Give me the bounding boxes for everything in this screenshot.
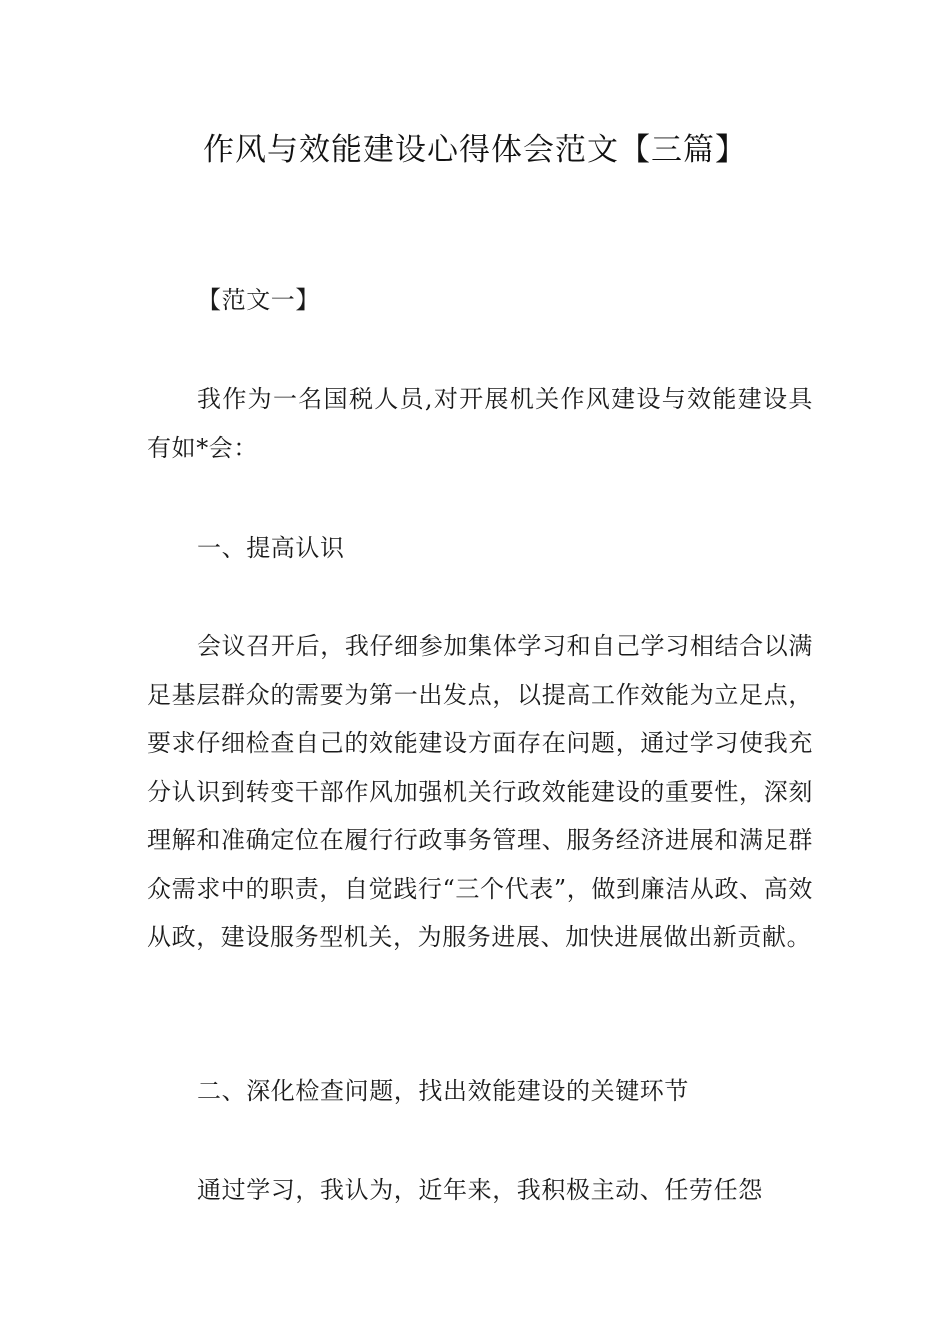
paragraph-body: 会议召开后，我仔细参加集体学习和自己学习相结合以满足基层群众的需要为第一出发点，以提高工作效能为立足点，要求仔细检查自己的效能建设方面存在问题，通过学习使我充分认识到转变干部作风加强机关行政效能建设的重要性，深刻理解和准确定位在履行行政事务管理、服务经济进展和满足群众需求中的职责，自觉践行“三个代表”，做到廉洁从政、高效从政，建设服务型机关，为服务进展、加快进展做出新贡献。: [147, 632, 813, 951]
paragraph-continued: 通过学习，我认为，近年来，我积极主动、任劳任怨: [197, 1176, 763, 1204]
heading-one: 一、提高认识: [197, 534, 345, 562]
paragraph-intro: 我作为一名国税人员,对开展机关作风建设与效能建设具有如*会：: [147, 385, 813, 462]
heading-two: 二、深化检查问题，找出效能建设的关键环节: [197, 1077, 689, 1105]
section-label: 【范文一】: [197, 286, 320, 314]
document-title: 作风与效能建设心得体会范文【三篇】: [203, 132, 747, 168]
